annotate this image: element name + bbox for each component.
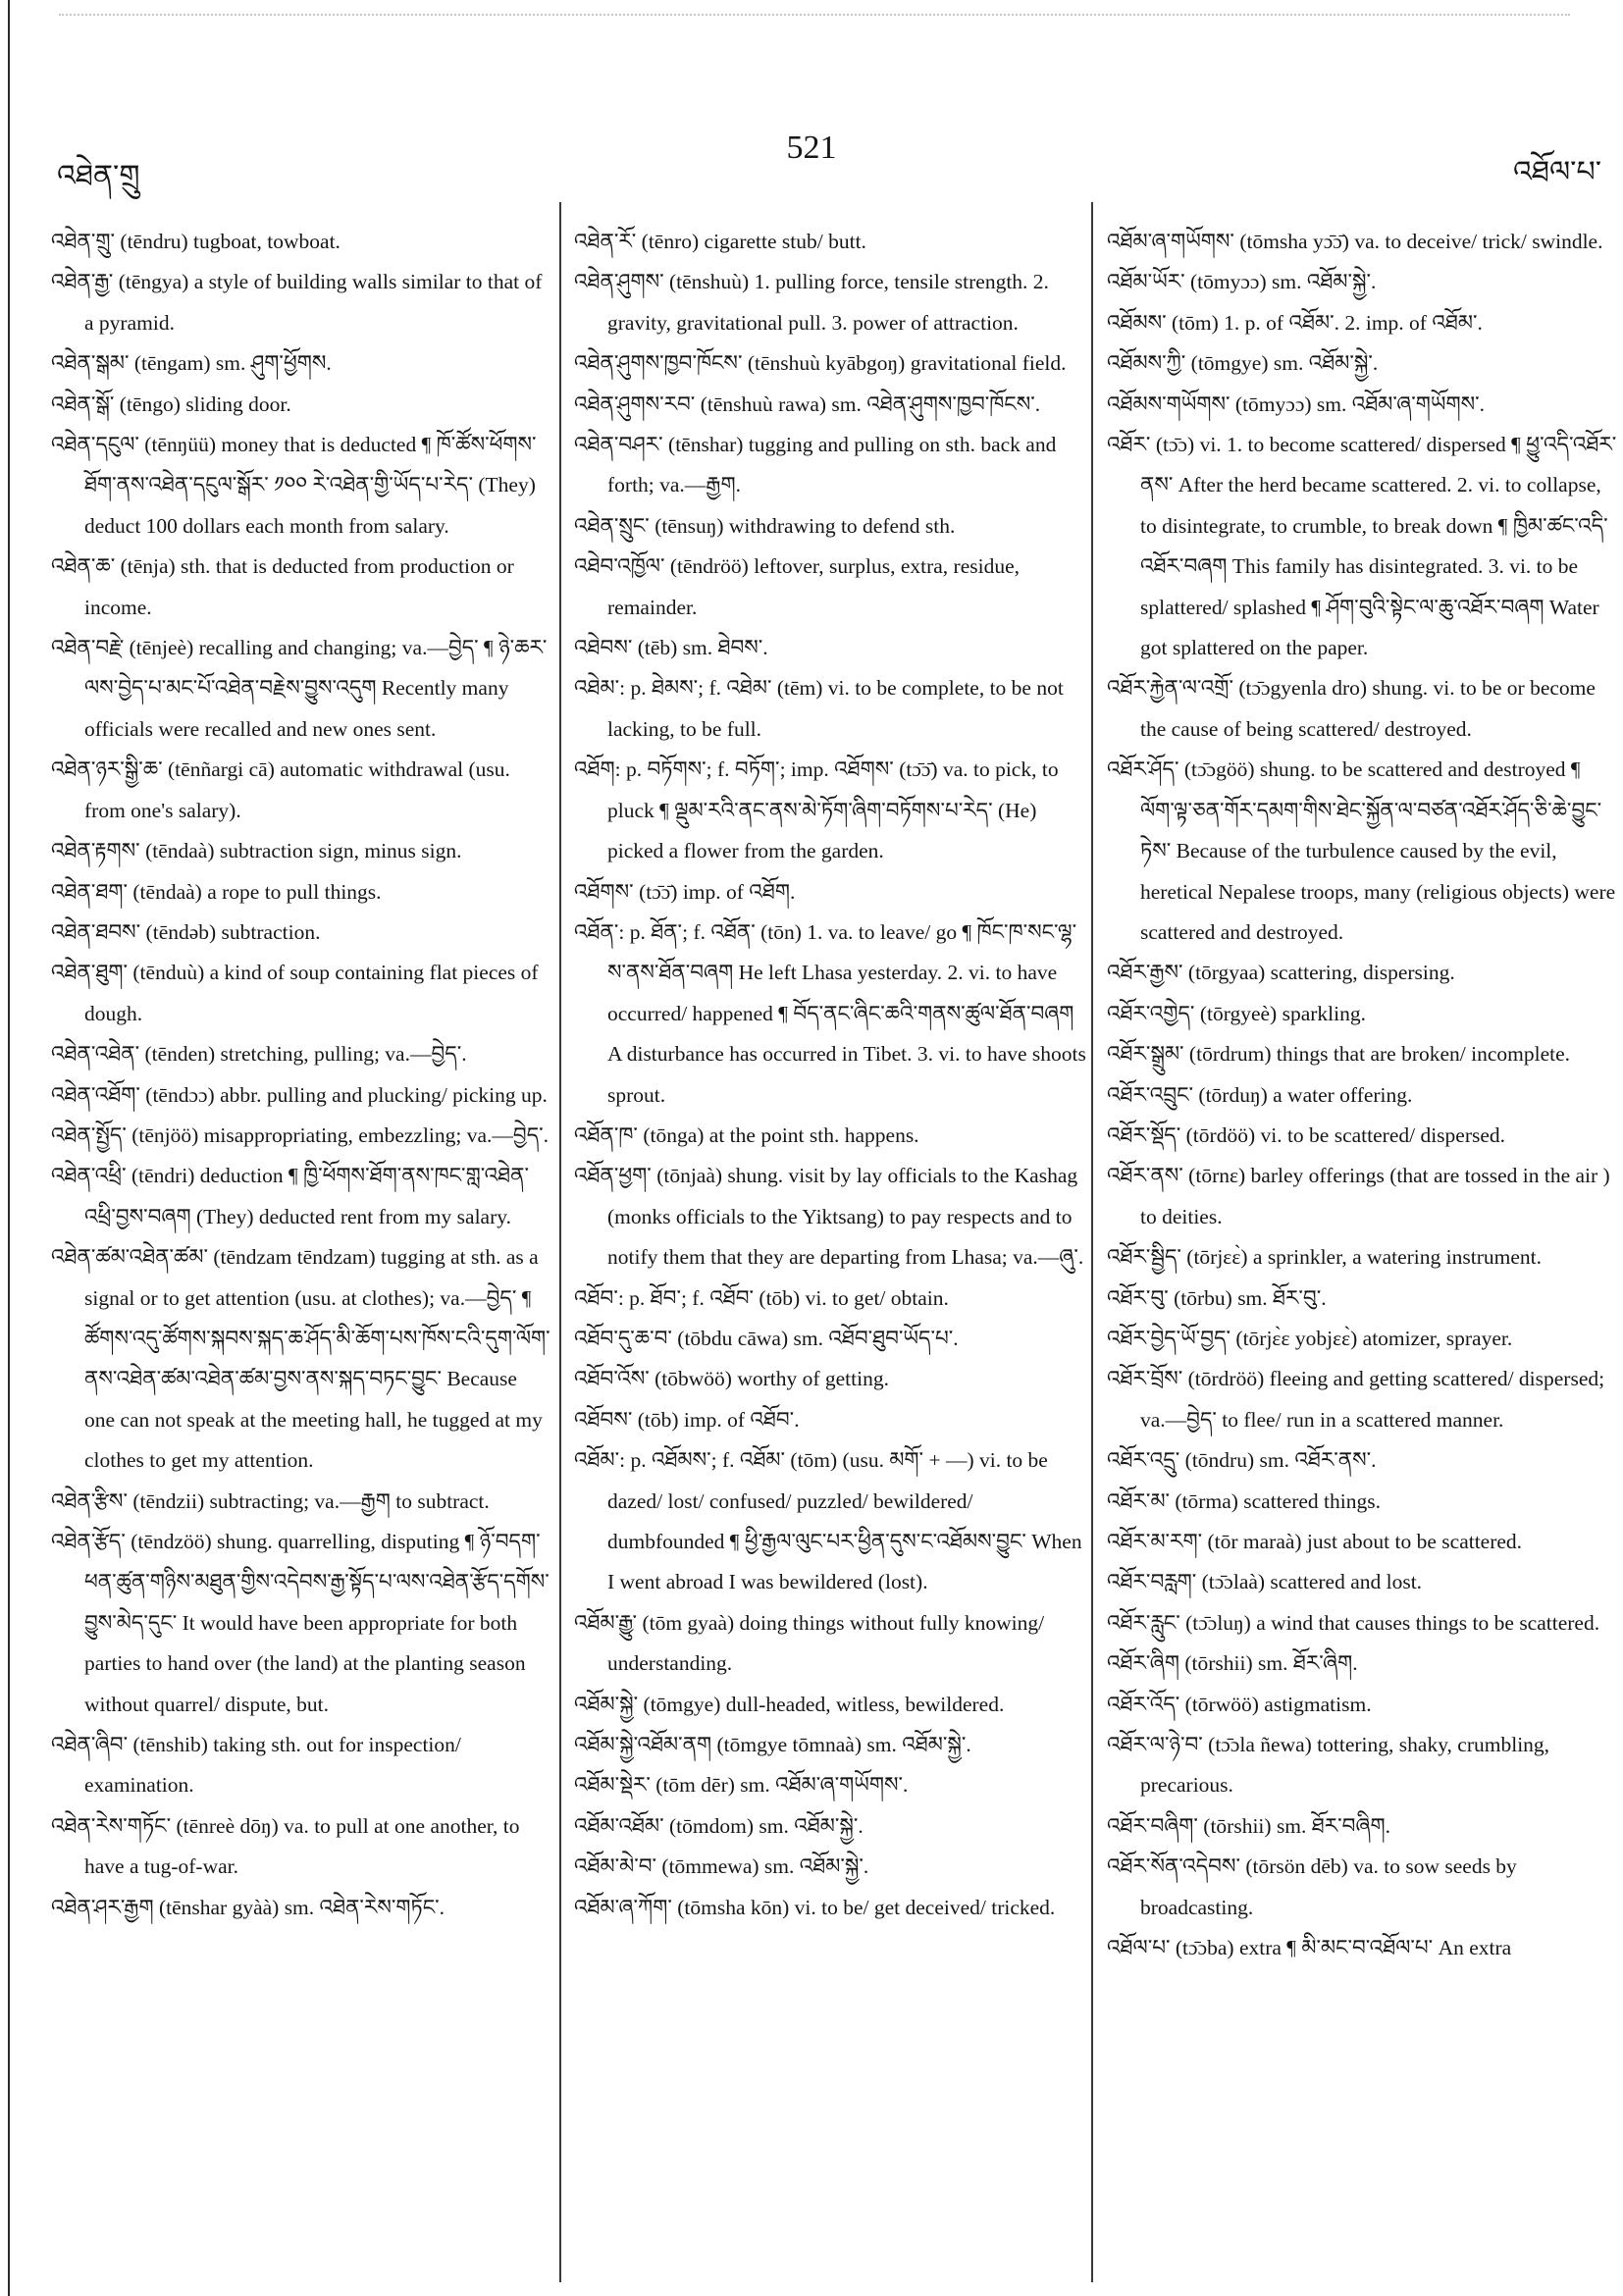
dictionary-entry: འཐོན་ཁ་ (tōnga) at the point sth. happens.	[574, 1122, 919, 1147]
dictionary-entry: འཐོལ་པ་ (tɔ̄ɔba) extra ¶ མི་མང་བ་འཐོལ་པ་ An extra	[1107, 1936, 1512, 1960]
dictionary-entry: འཐེན་ཞིབ་ (tēnshib) taking sth. out for inspection/ examination.	[51, 1733, 461, 1798]
dictionary-entry: འཐེན་སྒམ་ (tēngam) sm. ཤུག་ཕྱོགས.	[51, 351, 332, 376]
dictionary-entry: འཐོར་བྲོས་ (tōrdröö) fleeing and getting scattered/ dispersed; va.—བྱེད་ to flee/ run in a scattered manner.	[1107, 1367, 1605, 1432]
dictionary-entry: འཐོམ་སྐྱེ་འཐོམ་ནག (tōmgye tōmnaà) sm. འཐོམ་སྐྱེ་.	[574, 1733, 971, 1757]
dictionary-entry: འཐོགས་ (tɔ̄ɔ̄) imp. of འཐོག.	[574, 879, 796, 904]
dictionary-entry: འཐོམས་གཡོགས་ (tōmyɔɔ) sm. འཐོམ་ཞ་གཡོགས་.	[1107, 391, 1486, 416]
dictionary-entry: འཐེན་སྒོ་ (tēngo) sliding door.	[51, 391, 291, 416]
dictionary-entry: འཐེབ་འཁྱོལ་ (tēndröö) leftover, surplus, extra, residue, remainder.	[574, 554, 1021, 619]
dictionary-entry: འཐེམ་: p. ཐེམས་; f. འཐེམ་ (tēm) vi. to be complete, to be not lacking, to be full.	[574, 676, 1064, 741]
dictionary-entry: འཐོར་ལ་ཉེ་བ་ (tɔ̄ɔla ñewa) tottering, shaky, crumbling, precarious.	[1107, 1733, 1550, 1798]
dictionary-entry: འཐེན་བརྗེ་ (tēnjeè) recalling and changing; va.—བྱེད་ ¶ ཉེ་ཆར་ལས་བྱེད་པ་མང་པོ་འཐེན་བརྗེས་བྱུས་འདུག Recently many officials were recalled and new ones sent.	[51, 636, 548, 741]
page-number: 521	[786, 130, 837, 166]
dictionary-entry: འཐེན་རྩོད་ (tēndzöö) shung. quarrelling, disputing ¶ ཉོ་བདག་ཕན་ཚུན་གཉིས་མཐུན་གྱིས་འདེབས་རྒྱ་སྟོད་པ་ལས་འཐེན་རྩོད་དགོས་བྱུས་མེད་དུང་ It would have been appropriate for both parties to hand over (the land) at the planting season without quarrel/ dispute, but.	[51, 1530, 550, 1716]
left-guideword: འཐེན་གྲུ	[57, 160, 140, 192]
column-left	[51, 222, 551, 1928]
dictionary-entry: འཐོམ་མེ་བ་ (tōmmewa) sm. འཐོམ་སྐྱེ་.	[574, 1854, 869, 1879]
dictionary-entry: འཐེན་བཤར་ (tēnshar) tugging and pulling on sth. back and forth; va.—རྒྱག.	[574, 433, 1057, 497]
dictionary-entry: འཐོར་མ་ (tōrma) scattered things.	[1107, 1488, 1381, 1513]
dictionary-entry: འཐེན་ཐག་ (tēndaà) a rope to pull things.	[51, 879, 382, 904]
page-edge-rule	[8, 0, 10, 2296]
dictionary-entry: འཐེན་ཐབས་ (tēndəb) subtraction.	[51, 919, 321, 944]
dictionary-entry: འཐོར་སྦྱིད་ (tōrjɛɛ̀) a sprinkler, a watering instrument.	[1107, 1245, 1542, 1270]
dictionary-entry: འཐེན་ཚམ་འཐེན་ཚམ་ (tēndzam tēndzam) tugging at sth. as a signal or to get attention (usu. at clothes); va.—བྱེད་ ¶ ཚོགས་འདུ་ཚོགས་སྐབས་སྐད་ཆ་ཤོད་མི་ཆོག་པས་ཁོས་ངའི་དུག་ལོག་ནས་འཐེན་ཚམ་འཐེན་ཚམ་བྱས་ནས་སྐད་བཏང་བྱུང་ Because one can not speak at the meeting hall, he tugged at my clothes to get my attention.	[51, 1245, 550, 1473]
scan-top-noise	[59, 14, 1570, 18]
dictionary-entry: འཐོམས་ (tōm) 1. p. of འཐོམ་. 2. imp. of འཐོམ་.	[1107, 310, 1483, 335]
right-guideword: འཐོལ་པ་	[1512, 156, 1601, 188]
dictionary-entry: འཐོར་མ་རག་ (tōr maraà) just about to be scattered.	[1107, 1530, 1523, 1553]
dictionary-entry: འཐོན་ཕྱག་ (tōnjaà) shung. visit by lay officials to the Kashag (monks officials to the Yiktsang) to pay respects and to notify them that they are departing from Lhasa; va.—ཞུ་.	[574, 1164, 1084, 1270]
dictionary-entry: འཐོར་ཞིག (tōrshii) sm. ཐོར་ཞིག.	[1107, 1651, 1358, 1676]
dictionary-entry: འཐོན་: p. ཐོན་; f. འཐོན་ (tōn) 1. va. to leave/ go ¶ ཁོང་ཁ་སང་ལྷ་ས་ནས་ཐོན་བཞག He left Lhasa yesterday. 2. vi. to have occurred/ happened ¶ བོད་ནང་ཞིང་ཆའི་གནས་ཚུལ་ཐོན་བཞག A disturbance has occurred in Tibet. 3. vi. to have shoots sprout.	[574, 919, 1086, 1107]
dictionary-entry: འཐོར་རྐྱེན་ལ་འགྲོ་ (tɔ̄ɔgyenla dro) shung. vi. to be or become the cause of being scattered/ destroyed.	[1107, 676, 1596, 741]
dictionary-entry: འཐོར་སྒྲུམ་ (tōrdrum) things that are broken/ incomplete.	[1107, 1042, 1571, 1067]
dictionary-entry: འཐོར་འདྲུ་ (tōndru) sm. འཐོར་ནས་.	[1107, 1448, 1377, 1473]
dictionary-entry: འཐོམ་ཡོར་ (tōmyɔɔ) sm. འཐོམ་སྐྱེ་.	[1107, 270, 1377, 294]
dictionary-entry: འཐོག: p. བཏོགས་; f. བཏོག་; imp. འཐོགས་ (tɔ̄ɔ̄) va. to pick, to pluck ¶ ལྡུམ་རའི་ནང་ནས་མེ་ཏོག་ཞིག་བཏོགས་པ་རེད་ (He) picked a flower from the garden.	[574, 757, 1059, 863]
dictionary-entry: འཐེན་སྲུང་ (tēnsuŋ) withdrawing to defend sth.	[574, 513, 956, 538]
dictionary-entry: འཐོམ་སྐྱེ་ (tōmgye) dull-headed, witless, bewildered.	[574, 1692, 1005, 1716]
dictionary-entry: འཐོར་བཞིག་ (tōrshii) sm. ཐོར་བཞིག.	[1107, 1813, 1391, 1838]
dictionary-entry: འཐོར་སྡོད་ (tōrdöö) vi. to be scattered/ dispersed.	[1107, 1122, 1506, 1147]
dictionary-entry: འཐོར་རླུང་ (tɔ̄ɔluŋ) a wind that causes things to be scattered.	[1107, 1610, 1600, 1635]
dictionary-entry: འཐོམ་ཞ་ཀོག་ (tōmsha kōn) vi. to be/ get deceived/ tricked.	[574, 1895, 1056, 1919]
dictionary-entry: འཐོར་བརླག་ (tɔ̄ɔlaà) scattered and lost.	[1107, 1570, 1423, 1594]
dictionary-entry: འཐེབས་ (tēb) sm. ཐེབས་.	[574, 636, 768, 660]
dictionary-entry: འཐེན་ཤར་རྒྱག (tēnshar gyàà) sm. འཐེན་རེས་གཏོང་.	[51, 1895, 445, 1919]
dictionary-entry: འཐོར་འོད་ (tōrwöö) astigmatism.	[1107, 1692, 1372, 1716]
column-divider	[1091, 202, 1093, 2282]
dictionary-entry: འཐེན་སྤྱོད་ (tēnjöö) misappropriating, embezzling; va.—བྱེད་.	[51, 1122, 550, 1147]
dictionary-entry: འཐོར་བྱེད་ཡོ་བྱད་ (tōrjɛ̀ɛ yobjɛɛ̀) atomizer, sprayer.	[1107, 1326, 1513, 1350]
dictionary-entry: འཐོབ་འོས་ (tōbwöö) worthy of getting.	[574, 1367, 889, 1391]
dictionary-entry: འཐོར་རྒྱས་ (tōrgyaa) scattering, dispersing.	[1107, 961, 1455, 985]
dictionary-entry: འཐོམ་རྒྱུ་ (tōm gyaà) doing things without fully knowing/ understanding.	[574, 1610, 1045, 1676]
dictionary-entry: འཐེན་ཤུགས་ (tēnshuù) 1. pulling force, tensile strength. 2. gravity, gravitational pull. 3. power of attraction.	[574, 270, 1049, 335]
dictionary-entry: འཐེན་རྟགས་ (tēndaà) subtraction sign, minus sign.	[51, 839, 462, 863]
column-middle	[574, 222, 1086, 1928]
dictionary-entry: འཐོར་འབྲུང་ (tōrduŋ) a water offering.	[1107, 1082, 1413, 1107]
dictionary-entry: འཐོམ་ཞ་གཡོགས་ (tōmsha yɔ̄ɔ̄) va. to deceive/ trick/ swindle.	[1107, 230, 1603, 253]
dictionary-entry: འཐོམ་: p. འཐོམས་; f. འཐོམ་ (tōm) (usu. མགོ་ + —) vi. to be dazed/ lost/ confused/ puzzled/ bewildered/ dumbfounded ¶ ཕྱི་རྒྱལ་ལུང་པར་ཕྱིན་དུས་ང་འཐོམས་བྱུང་ When I went abroad I was bewildered (lost).	[574, 1448, 1082, 1594]
dictionary-entry: འཐེན་ཤུགས་རབ་ (tēnshuù rawa) sm. འཐེན་ཤུགས་ཁྱབ་ཁོངས་.	[574, 391, 1041, 416]
dictionary-entry: འཐེན་འཕྲི་ (tēndri) deduction ¶ ཁྱི་ཕོགས་ཐོག་ནས་ཁང་གླ་འཐེན་འཕྲི་བྱས་བཞག (They) deducted rent from my salary.	[51, 1164, 529, 1228]
dictionary-entry: འཐེན་ཆ་ (tēnja) sth. that is deducted from production or income.	[51, 554, 514, 619]
dictionary-entry: འཐོར་ཤོད་ (tɔ̄ɔgöö) shung. to be scattered and destroyed ¶ ལོག་ལྟ་ཅན་གོར་དམག་གིས་ཐེང་སྐྱོན་ལ་བཙན་འཐོར་ཤོད་ཅི་ཆེ་བྱུང་ཏེས་ Because of the turbulence caused by the evil, heretical Nepalese troops, many (religious objects) were scattered and destroyed.	[1107, 757, 1616, 944]
dictionary-entry: འཐོབ་དུ་ཆ་བ་ (tōbdu cāwa) sm. འཐོབ་ཐུབ་ཡོད་པ་.	[574, 1326, 959, 1350]
dictionary-entry: འཐོར་ (tɔ̄ɔ) vi. 1. to become scattered/ dispersed ¶ ཕྱུ་འདི་འཐོར་ནས་ After the herd became scattered. 2. vi. to collapse, to disintegrate, to crumble, to break down ¶ ཁྱིམ་ཚང་འདི་འཐོར་བཞག This family has disintegrated. 3. vi. to be splattered/ splashed ¶ ཤོག་བུའི་སྟེང་ལ་ཆུ་འཐོར་བཞག Water got splattered on the paper.	[1107, 433, 1617, 660]
dictionary-entry: འཐོབ་: p. ཐོབ་; f. འཐོབ་ (tōb) vi. to get/ obtain.	[574, 1285, 949, 1310]
dictionary-entry: འཐེན་ཉར་སྒྱི་ཆ་ (tēnñargi cā) automatic withdrawal (usu. from one's salary).	[51, 757, 510, 822]
dictionary-entry: འཐོབས་ (tōb) imp. of འཐོབ་.	[574, 1407, 800, 1432]
dictionary-entry: འཐོར་ནས་ (tōrnɛ) barley offerings (that are tossed in the air ) to deities.	[1107, 1164, 1610, 1228]
dictionary-entry: འཐེན་འཐེན་ (tēnden) stretching, pulling; va.—བྱེད་.	[51, 1042, 467, 1067]
dictionary-entry: འཐོར་འགྱེད་ (tōrgyeè) sparkling.	[1107, 1001, 1366, 1025]
dictionary-entry: འཐོམ་སྡེར་ (tōm dēr) sm. འཐོམ་ཞ་གཡོགས་.	[574, 1773, 909, 1798]
dictionary-entry: འཐེན་རོ་ (tēnro) cigarette stub/ butt.	[574, 230, 866, 253]
dictionary-entry: འཐེན་ཐུག་ (tēnduù) a kind of soup containing flat pieces of dough.	[51, 961, 539, 1025]
dictionary-entry: འཐེན་གྲུ་ (tēndru) tugboat, towboat.	[51, 230, 340, 253]
dictionary-entry: འཐོར་བུ་ (tōrbu) sm. ཐོར་བུ་.	[1107, 1285, 1327, 1310]
dictionary-entry: འཐེན་འཐོག་ (tēndɔɔ) abbr. pulling and plucking/ picking up.	[51, 1082, 548, 1107]
dictionary-entry: འཐེན་རྩིས་ (tēndzii) subtracting; va.—རྒྱག to subtract.	[51, 1488, 490, 1513]
dictionary-entry: འཐེན་རྒྱ་ (tēngya) a style of building walls similar to that of a pyramid.	[51, 270, 543, 335]
dictionary-entry: འཐེན་ཤུགས་ཁྱབ་ཁོངས་ (tēnshuù kyābgoŋ) gravitational field.	[574, 351, 1067, 376]
dictionary-entry: འཐོམས་ཀྱི་ (tōmgye) sm. འཐོམ་སྐྱེ་.	[1107, 351, 1379, 376]
column-right	[1107, 222, 1617, 1968]
dictionary-entry: འཐོར་སོན་འདེབས་ (tōrsön dēb) va. to sow seeds by broadcasting.	[1107, 1854, 1517, 1919]
dictionary-entry: འཐེན་རེས་གཏོང་ (tēnreè dōŋ) va. to pull at one another, to have a tug-of-war.	[51, 1813, 520, 1879]
dictionary-entry: འཐེན་དངུལ་ (tēnŋüü) money that is deducted ¶ ཁོ་ཚོས་ཕོགས་ཐོག་ནས་འཐེན་དངུལ་སྒོར་ ༡༠༠ རེ་འཐེན་གྱི་ཡོད་པ་རེད་ (They) deduct 100 dollars each month from salary.	[51, 433, 537, 538]
column-divider	[559, 202, 561, 2282]
dictionary-entry: འཐོམ་འཐོམ་ (tōmdom) sm. འཐོམ་སྐྱེ་.	[574, 1813, 864, 1838]
